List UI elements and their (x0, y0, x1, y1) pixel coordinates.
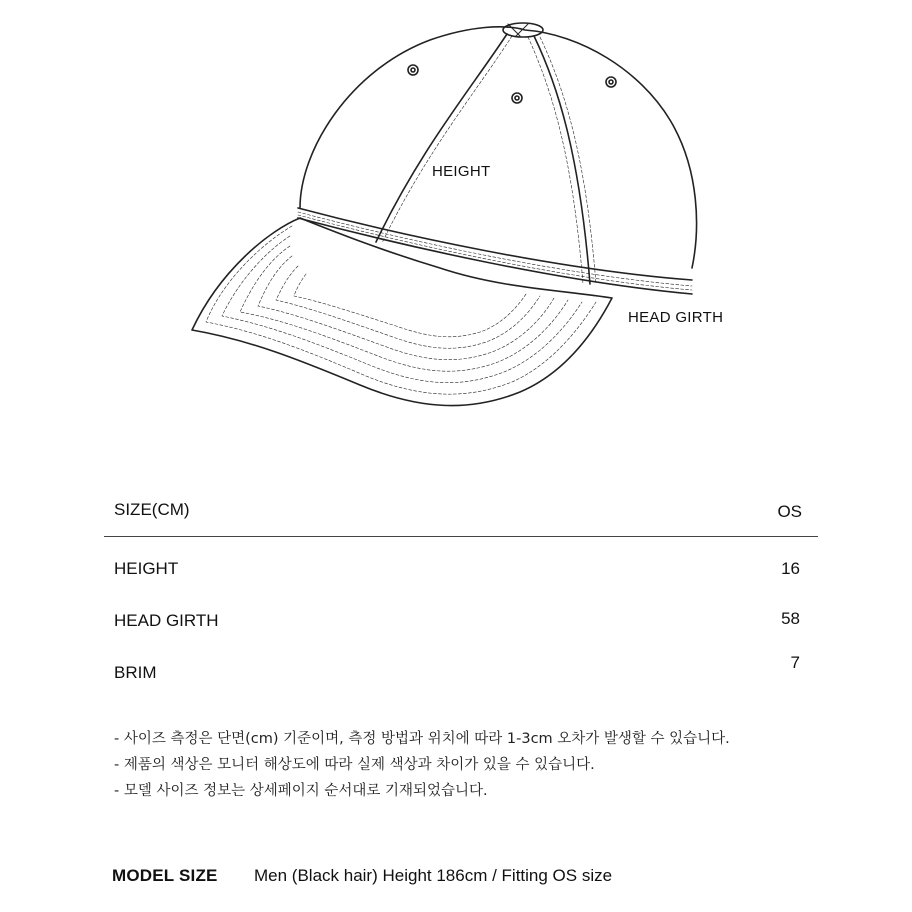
size-table (104, 496, 818, 713)
front-seam (376, 34, 507, 242)
back-seam (534, 36, 590, 284)
row-label: HEAD GIRTH (114, 611, 219, 630)
cap-diagram (0, 0, 912, 440)
head-girth-label: HEAD GIRTH (628, 309, 724, 326)
cap-illustration (0, 0, 912, 440)
size-table-header (104, 496, 818, 537)
row-value: 7 (790, 653, 800, 672)
brim-outline (192, 218, 612, 406)
model-size-value: Men (Black hair) Height 186cm / Fitting OS size (254, 866, 613, 885)
crown-outline (300, 27, 697, 268)
table-row (104, 653, 818, 713)
note-line: - 제품의 색상은 모니터 해상도에 따라 실제 색상과 차이가 있을 수 있습니다. (114, 757, 595, 773)
model-size-label: MODEL SIZE (112, 866, 218, 885)
row-label: BRIM (114, 663, 157, 682)
table-row (104, 609, 818, 661)
size-header-label: SIZE(CM) (114, 500, 190, 519)
sweatband (298, 208, 692, 280)
row-label: HEIGHT (114, 559, 179, 578)
note-line: - 모델 사이즈 정보는 상세페이지 순서대로 기재되었습니다. (114, 783, 488, 799)
size-notes (114, 726, 730, 804)
height-label: HEIGHT (432, 163, 491, 180)
row-value: 16 (781, 559, 800, 578)
table-row (104, 557, 818, 609)
model-size (112, 866, 613, 886)
row-value: 58 (781, 609, 800, 628)
note-line: - 사이즈 측정은 단면(cm) 기준이며, 측정 방법과 위치에 따라 1-3cm 오차가 발생할 수 있습니다. (114, 731, 730, 747)
size-header-os: OS (777, 502, 802, 521)
eyelet (408, 65, 418, 75)
